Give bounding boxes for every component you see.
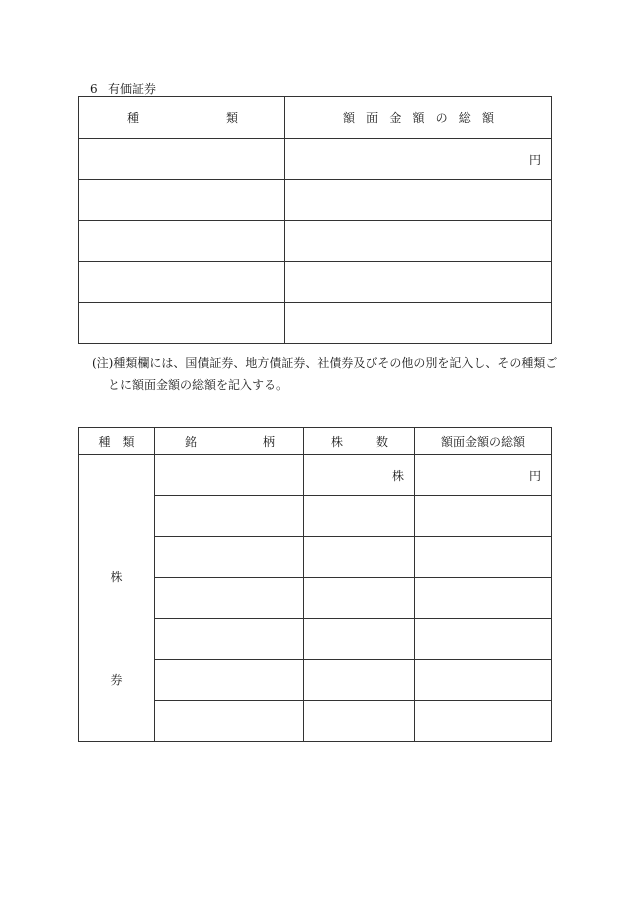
securities-table [78, 96, 552, 344]
issue-name-cell[interactable] [155, 578, 304, 619]
shares-cell[interactable] [304, 496, 415, 537]
amount-cell[interactable] [415, 619, 552, 660]
table-row [79, 262, 552, 303]
shares-unit: 株 [391, 468, 404, 483]
shares-cell[interactable] [304, 578, 415, 619]
table-header-row [79, 97, 552, 139]
type-cell[interactable] [79, 262, 285, 303]
yen-unit: 円 [528, 468, 541, 483]
table-row [79, 180, 552, 221]
section-title: 有価証券 [108, 82, 157, 96]
section-heading [90, 80, 156, 97]
amount-cell[interactable] [415, 660, 552, 701]
face-value-total-header: 額面金額の総額 [415, 428, 552, 455]
issue-name-cell[interactable] [155, 496, 304, 537]
yen-unit: 円 [528, 152, 541, 167]
type-header: 種 類 [79, 97, 285, 139]
stock-type-cell [79, 455, 155, 742]
face-value-total-header: 額 面 金 額 の 総 額 [285, 97, 552, 139]
issue-name-cell[interactable] [155, 455, 304, 496]
stock-table [78, 427, 552, 742]
note-line-2: とに額面金額の総額を記入する。 [108, 378, 289, 392]
amount-cell[interactable] [415, 578, 552, 619]
issue-name-header: 銘 柄 [155, 428, 304, 455]
type-cell[interactable] [79, 221, 285, 262]
section-number: 6 [90, 82, 98, 96]
type-cell[interactable] [79, 303, 285, 344]
type-char-1: 株 [110, 570, 123, 584]
type-char-2: 券 [110, 673, 123, 687]
amount-cell[interactable] [285, 221, 552, 262]
shares-cell[interactable] [304, 660, 415, 701]
shares-cell[interactable] [304, 455, 415, 496]
issue-name-cell[interactable] [155, 619, 304, 660]
issue-name-cell[interactable] [155, 660, 304, 701]
issue-name-cell[interactable] [155, 701, 304, 742]
type-cell[interactable] [79, 139, 285, 180]
shares-cell[interactable] [304, 537, 415, 578]
table-row [79, 221, 552, 262]
note-text [92, 352, 562, 396]
amount-cell[interactable] [415, 496, 552, 537]
note-line-1: (注)種類欄には、国債証券、地方債証券、社債券及びその他の別を記入し、その種類ご [92, 356, 558, 370]
amount-cell[interactable] [415, 455, 552, 496]
shares-header: 株 数 [304, 428, 415, 455]
type-header: 種 類 [79, 428, 155, 455]
amount-cell[interactable] [285, 139, 552, 180]
amount-cell[interactable] [415, 537, 552, 578]
table-row [79, 303, 552, 344]
amount-cell[interactable] [415, 701, 552, 742]
shares-cell[interactable] [304, 619, 415, 660]
issue-name-cell[interactable] [155, 537, 304, 578]
amount-cell[interactable] [285, 180, 552, 221]
table-row [79, 139, 552, 180]
shares-cell[interactable] [304, 701, 415, 742]
table-row [79, 455, 552, 496]
type-cell[interactable] [79, 180, 285, 221]
amount-cell[interactable] [285, 262, 552, 303]
amount-cell[interactable] [285, 303, 552, 344]
table-header-row [79, 428, 552, 455]
